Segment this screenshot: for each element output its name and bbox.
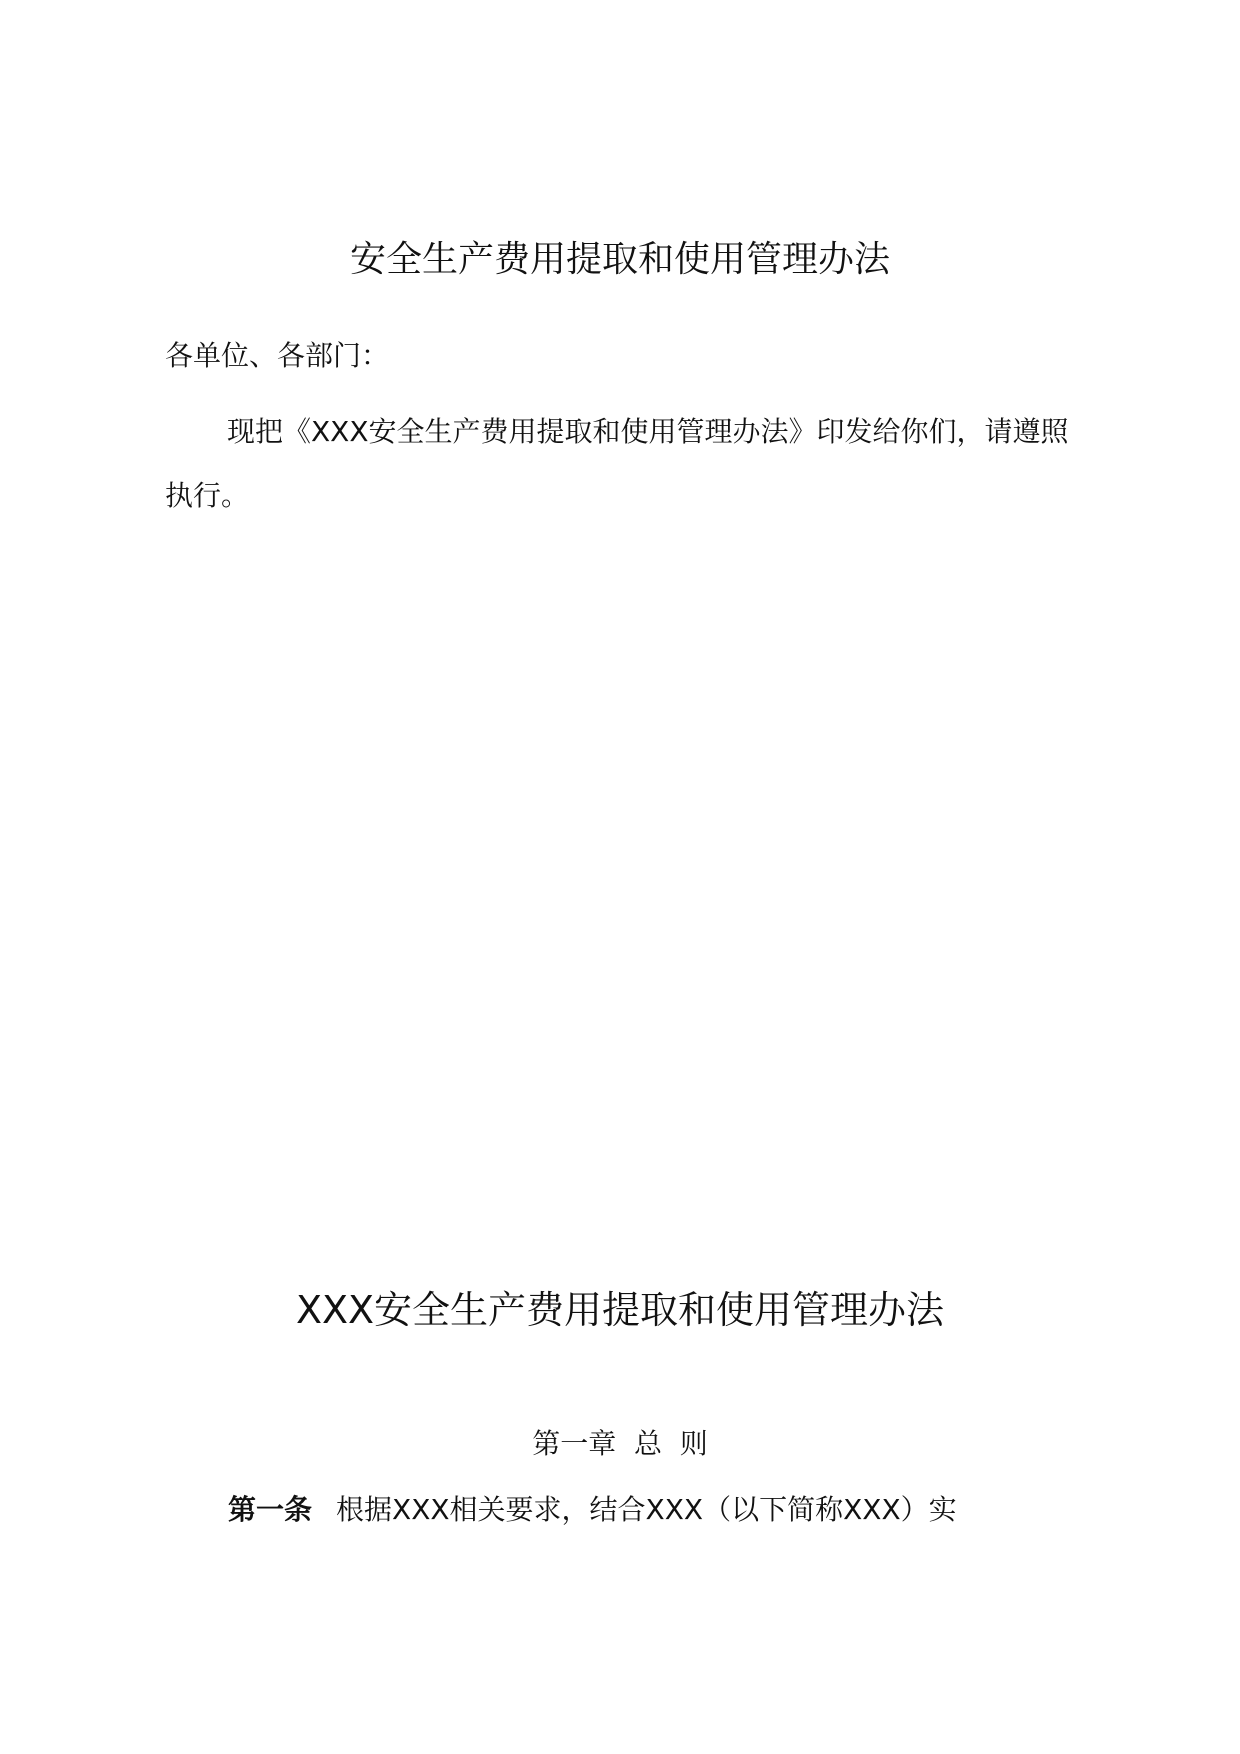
notice-salutation: 各单位、各部门： bbox=[165, 339, 390, 372]
document-title: XXX安全生产费用提取和使用管理办法 bbox=[295, 1288, 945, 1332]
article-1-label: 第一条 bbox=[228, 1493, 313, 1526]
notice-title: 安全生产费用提取和使用管理办法 bbox=[349, 239, 890, 280]
chapter-heading: 第一章 总 则 bbox=[532, 1427, 708, 1460]
article-1-text: 根据XXX相关要求，结合XXX（以下简称XXX）实 bbox=[336, 1493, 957, 1526]
article-1 bbox=[228, 1488, 957, 1532]
notice-body: 现把《XXX安全生产费用提取和使用管理办法》印发给你们，请遵照执行。 bbox=[165, 415, 1069, 512]
